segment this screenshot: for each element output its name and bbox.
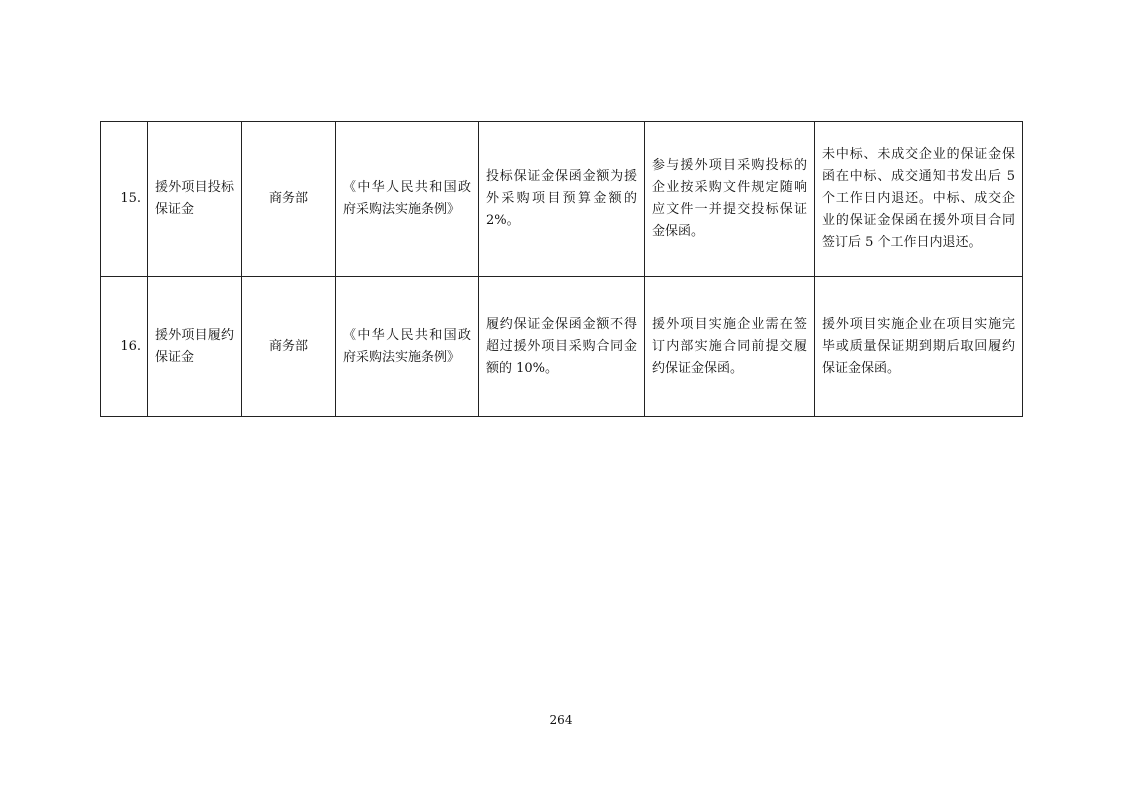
refund-rule-cell: 援外项目实施企业在项目实施完毕或质量保证期到期后取回履约保证金保函。	[815, 277, 1023, 417]
table-row	[101, 122, 1023, 277]
fee-table	[100, 121, 1023, 417]
table-row	[101, 277, 1023, 417]
department-cell: 商务部	[242, 277, 336, 417]
page-number: 264	[549, 713, 573, 727]
item-name-cell: 援外项目投标保证金	[148, 122, 242, 277]
row-number-cell: 15.	[101, 122, 148, 277]
legal-basis-cell: 《中华人民共和国政府采购法实施条例》	[336, 277, 479, 417]
refund-rule-cell: 未中标、未成交企业的保证金保函在中标、成交通知书发出后 5 个工作日内退还。中标、成交企业的保证金保函在援外项目合同签订后 5 个工作日内退还。	[815, 122, 1023, 277]
department-cell: 商务部	[242, 122, 336, 277]
submission-method-cell: 援外项目实施企业需在签订内部实施合同前提交履约保证金保函。	[645, 277, 815, 417]
row-number-cell: 16.	[101, 277, 148, 417]
submission-method-cell: 参与援外项目采购投标的企业按采购文件规定随响应文件一并提交投标保证金保函。	[645, 122, 815, 277]
amount-standard-cell: 履约保证金保函金额不得超过援外项目采购合同金额的 10%。	[479, 277, 645, 417]
amount-standard-cell: 投标保证金保函金额为援外采购项目预算金额的 2%。	[479, 122, 645, 277]
legal-basis-cell: 《中华人民共和国政府采购法实施条例》	[336, 122, 479, 277]
item-name-cell: 援外项目履约保证金	[148, 277, 242, 417]
